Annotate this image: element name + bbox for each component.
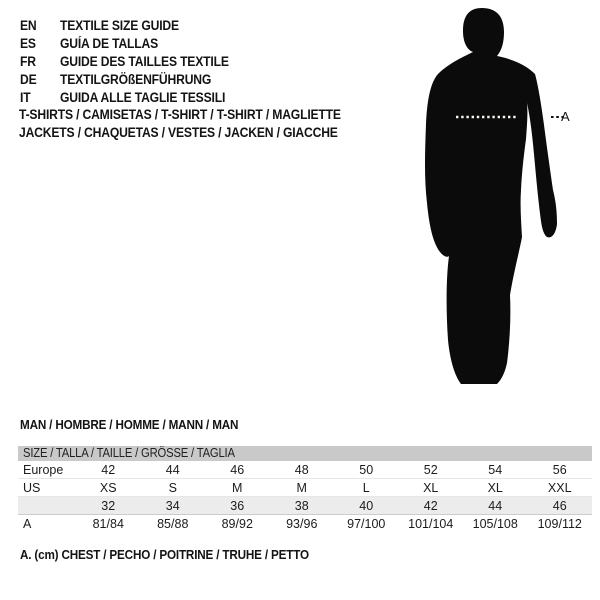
size-cell-label: Europe [23,462,64,477]
category-lines [19,106,377,142]
size-cell-label: US [23,480,41,495]
size-cell: 46 [230,462,245,477]
measure-label-a: A [561,109,570,124]
size-cell: 48 [294,462,309,477]
language-code: FR [20,53,36,69]
category-line-jackets: JACKETS / CHAQUETAS / VESTES / JACKEN / GIACCHE [19,125,338,140]
language-code: ES [20,35,36,51]
size-cell: 40 [359,498,374,513]
size-cell: 56 [552,462,567,477]
language-label: GUIDE DES TAILLES TEXTILE [60,53,229,69]
size-cell-label: A [23,516,32,531]
size-cell: XXL [547,480,572,495]
size-table [18,446,592,532]
size-cell: L [362,480,370,495]
size-cell: M [296,480,307,495]
man-body-shape [425,8,557,384]
size-cell: 93/96 [286,516,318,531]
size-cell: S [168,480,177,495]
size-cell: 50 [359,462,374,477]
size-row-us [18,479,592,497]
language-code: IT [20,89,31,105]
footnote-text: A. (cm) CHEST / PECHO / POITRINE / TRUHE / PETTO [20,547,309,562]
section-title-man [20,417,263,432]
size-cell: XL [487,480,503,495]
size-cell: 32 [101,498,116,513]
size-cell: 52 [423,462,438,477]
language-code: DE [20,71,37,87]
language-row [20,16,248,34]
language-list [20,16,248,106]
size-cell: 44 [488,498,503,513]
language-row [20,52,248,70]
language-label: GUÍA DE TALLAS [60,35,159,51]
size-table-header-text: SIZE / TALLA / TAILLE / GRÖSSE / TAGLIA [23,446,235,460]
size-row-numeric [18,497,592,515]
language-row [20,34,248,52]
size-cell: 36 [230,498,245,513]
size-row-chest-a [18,515,592,532]
language-label: TEXTILE SIZE GUIDE [60,17,179,33]
size-cell: XL [423,480,439,495]
section-title-text: MAN / HOMBRE / HOMME / MANN / MAN [20,417,239,432]
language-row [20,88,248,106]
size-cell: 42 [101,462,116,477]
size-table-header [18,446,592,461]
size-cell: 105/108 [472,516,518,531]
size-cell: 97/100 [347,516,386,531]
size-cell: 81/84 [92,516,124,531]
size-cell: 109/112 [537,516,582,531]
language-code: EN [20,17,37,33]
size-cell: 44 [165,462,180,477]
language-row [20,70,248,88]
size-row-europe [18,461,592,479]
size-cell: 89/92 [221,516,253,531]
size-cell: 42 [423,498,438,513]
footnote-chest [20,547,341,562]
size-cell: XS [99,480,117,495]
size-cell: M [232,480,243,495]
size-cell: 46 [552,498,567,513]
size-cell: 85/88 [157,516,189,531]
man-silhouette [423,6,563,396]
language-label: TEXTILGRÖßENFÜHRUNG [60,71,212,87]
language-label: GUIDA ALLE TAGLIE TESSILI [60,89,226,105]
size-cell: 34 [165,498,180,513]
category-line-tshirts: T-SHIRTS / CAMISETAS / T-SHIRT / T-SHIRT / MAGLIETTE [19,107,341,122]
size-cell: 54 [488,462,503,477]
size-cell: 38 [294,498,309,513]
size-cell: 101/104 [408,516,454,531]
